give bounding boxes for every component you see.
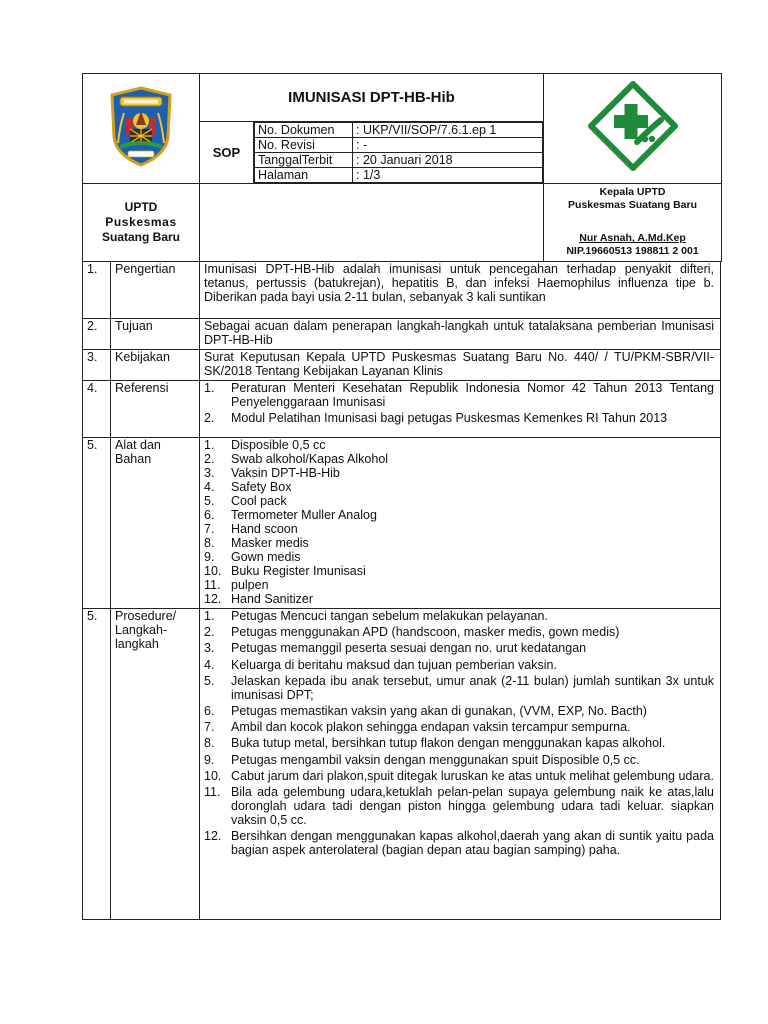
head-name: Nur Asnah, A.Md.Kep [579,232,686,245]
list-item: 8. Masker medis [204,536,309,550]
document-title: IMUNISASI DPT-HB-Hib [200,74,544,122]
list-item: 1. Peraturan Menteri Kesehatan Republik Indonesia Nomor 42 Tahun 2013 Tentang Penyelenggaraan Imunisasi [204,381,714,409]
list-item: 10. Buku Register Imunisasi [204,564,366,578]
head-title: Kepala UPTD [599,186,666,198]
list-item: 2. Modul Pelatihan Imunisasi bagi petugas Puskesmas Kemenkes RI Tahun 2013 [204,411,668,425]
list-item: 12. Hand Sanitizer [204,592,313,606]
section-number: 5. [83,438,111,609]
section-number: 3. [83,350,111,381]
meta-key: Halaman [255,168,353,183]
list-item: 5. Jelaskan kepada ibu anak tersebut, umur anak (2-11 bulan) jumlah suntikan 3x untuk imunisasi DPT; [204,673,714,702]
list-item: 8. Buka tutup metal, bersihkan tutup flakon dengan menggunakan kapas alkohol. [204,736,666,751]
list-item: 4. Keluarga di beritahu maksud dan tujuan pemberian vaksin. [204,657,557,672]
list-item: 6. Termometer Muller Analog [204,508,377,522]
document-meta-cell [254,122,544,184]
section-label: Pengertian [111,262,200,319]
puskesmas-logo-icon [587,80,679,172]
list-item: 2. Petugas menggunakan APD (handscoon, masker medis, gown medis) [204,625,620,640]
meta-key: No. Dokumen [255,123,353,138]
equipment-list [204,438,714,606]
head-signature-block [544,184,722,262]
section-list-cell [200,438,721,609]
section-row [83,381,721,438]
section-list-cell [200,609,721,920]
sop-label: SOP [200,122,254,184]
list-item: 1. Petugas Mencuci tangan sebelum melakukan pelayanan. [204,609,548,623]
meta-value: : 1/3 [353,168,543,183]
list-item: 12. Bersihkan dengan menggunakan kapas alkohol,daerah yang akan di suntik yaitu pada bagian aspek anterolateral (bagian depan atau bagian samping) paha. [204,829,714,858]
section-number: 5. [83,609,111,920]
section-text: Sebagai acuan dalam penerapan langkah-langkah untuk tatalaksana pemberian Imunisasi DPT-HB-Hib [200,319,721,350]
section-row [83,350,721,381]
list-item: 3. Petugas memanggil peserta sesuai dengan no. urut kedatangan [204,641,587,656]
section-text: Imunisasi DPT-HB-Hib adalah imunisasi untuk pencegahan terhadap penyakit difteri, tetanus, pertussis (batukrejan), hepatitis B, dan infeksi Haemophilus influenza tipe b. Diberikan pada bayi usia 2-11 bulan, sebanyak 3 kali suntikan [200,262,721,319]
head-title: Puskesmas Suatang Baru [568,199,697,212]
list-item: 9. Gown medis [204,550,301,564]
list-item: 9. Petugas mengambil vaksin dengan menggunakan spuit Disposible 0,5 cc. [204,752,640,767]
unit-line: Puskesmas [105,214,177,229]
list-item: 4. Safety Box [204,480,292,494]
list-item: 10. Cabut jarum dari plakon,spuit ditegak luruskan ke atas untuk melihat gelembung udara. [204,768,714,783]
puskesmas-logo-cell [544,74,722,184]
reference-list [204,381,714,425]
section-number: 2. [83,319,111,350]
section-label: Kebijakan [111,350,200,381]
section-label: Alat dan Bahan [111,438,200,609]
regency-logo-cell [83,74,200,184]
section-list-cell [200,381,721,438]
section-number: 1. [83,262,111,319]
meta-value: : - [353,138,543,153]
sop-body-table [82,262,721,921]
section-row [83,609,721,920]
signature-space [200,184,544,262]
list-item: 5. Cool pack [204,494,287,508]
section-label: Prosedure/ Langkah-langkah [111,609,200,920]
unit-line: Suatang Baru [101,229,180,244]
section-number: 4. [83,381,111,438]
section-row [83,438,721,609]
list-item: 7. Ambil dan kocok plakon sehingga endapan vaksin tercampur sempurna. [204,720,631,735]
unit-line: UPTD [124,199,158,214]
section-text: Surat Keputusan Kepala UPTD Puskesmas Suatang Baru No. 440/ / TU/PKM-SBR/VII-SK/2018 Tentang Kebijakan Layanan Klinis [200,350,721,381]
section-label: Referensi [111,381,200,438]
list-item: 7. Hand scoon [204,522,298,536]
meta-key: No. Revisi [255,138,353,153]
list-item: 3. Vaksin DPT-HB-Hib [204,466,340,480]
list-item: 2. Swab alkohol/Kapas Alkohol [204,452,389,466]
section-row [83,319,721,350]
document-meta-table [254,122,543,183]
meta-value: : 20 Januari 2018 [353,153,543,168]
regency-emblem-icon [108,85,174,167]
list-item: 1. Disposible 0,5 cc [204,438,326,452]
list-item: 11. pulpen [204,578,269,592]
section-label: Tujuan [111,319,200,350]
section-row [83,262,721,319]
head-nip: NIP.19660513 198811 2 001 [566,245,699,258]
list-item: 6. Petugas memastikan vaksin yang akan di gunakan, (VVM, EXP, No. Bacth) [204,703,647,718]
procedure-list [204,609,714,857]
meta-value: : UKP/VII/SOP/7.6.1.ep 1 [353,123,543,138]
meta-key: TanggalTerbit [255,153,353,168]
sop-document [82,73,721,920]
unit-name [83,184,200,262]
sop-header-table [82,73,722,262]
list-item: 11. Bila ada gelembung udara,ketuklah pelan-pelan supaya gelembung naik ke atas,lalu doronglah udara tadi dengan piston hingga gelembung udara tadi keluar. siapkan vaksin 0,5 cc. [204,784,714,827]
